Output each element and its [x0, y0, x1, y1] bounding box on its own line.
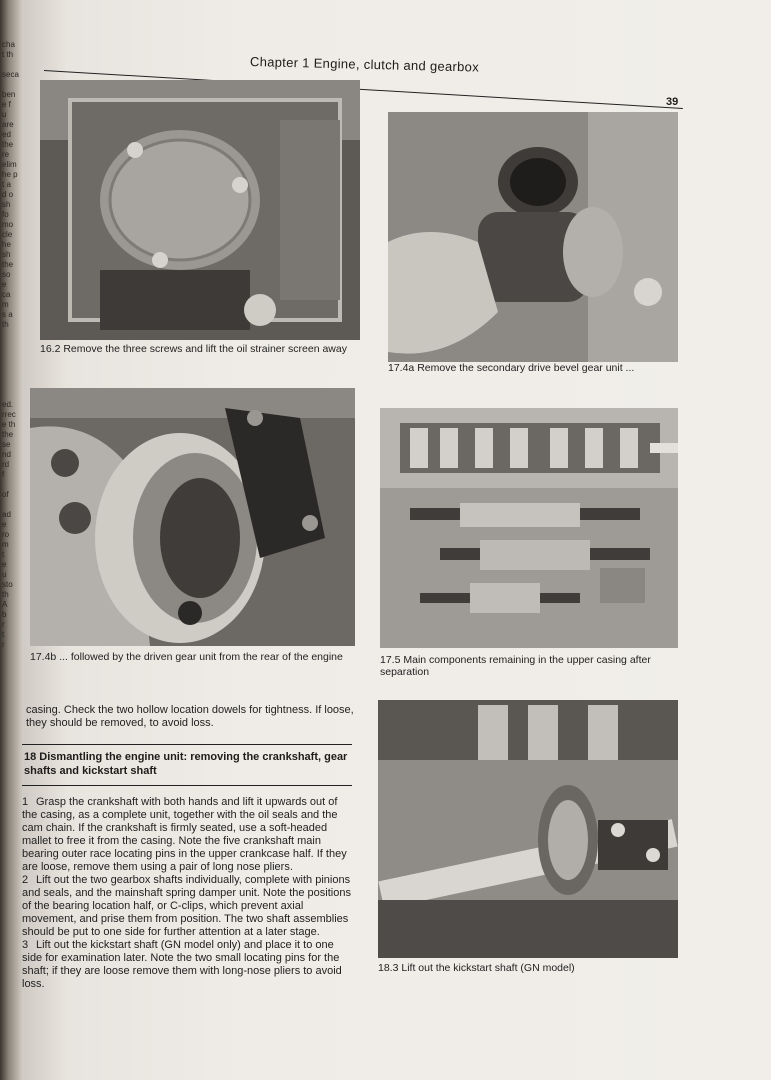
paragraph-text: Lift out the two gearbox shafts individually, complete with pinions and seals, and the mainshaft spring damper unit. Note the positions of the bearing location half, or C-clips, which prevent axial movement, and prise them from position. The two shaft assemblies should be put to one side for further attention at a later stage.: [22, 874, 351, 938]
caption-16-2: 16.2 Remove the three screws and lift the oil strainer screen away: [40, 343, 347, 355]
paragraph-2: [22, 874, 352, 939]
caption-18-3: 18.3 Lift out the kickstart shaft (GN model): [378, 962, 575, 974]
adjacent-page-edge: [0, 0, 22, 1080]
photo-upper-casing-components: [380, 408, 678, 648]
paragraph-text: Grasp the crankshaft with both hands and lift it upwards out of the casing, as a complete unit, together with the oil seals and the cam chain. If the crankshaft is firmly seated, use a soft-headed mallet to free it from the casing. Note the five crankshaft main bearing outer race locating pins in the upper crankcase half. If they are loose, remove them using a pair of long nose pliers.: [22, 796, 347, 873]
caption-17-5: 17.5 Main components remaining in the upper casing after separation: [380, 654, 651, 678]
paragraph-number: 3: [22, 939, 29, 951]
section-body: [22, 796, 352, 991]
manual-page: [22, 0, 771, 1080]
photo-bevel-gear-unit: [388, 112, 678, 362]
caption-17-4b: 17.4b ... followed by the driven gear unit from the rear of the engine: [30, 651, 343, 663]
paragraph-1: [22, 796, 352, 874]
continued-paragraph: casing. Check the two hollow location dowels for tightness. If loose, they should be removed, to avoid loss.: [26, 704, 354, 729]
paragraph-3: [22, 939, 352, 991]
page-number: 39: [666, 96, 679, 108]
photo-kickstart-shaft: [378, 700, 678, 958]
paragraph-number: 2: [22, 874, 29, 886]
caption-17-4a: 17.4a Remove the secondary drive bevel gear unit ...: [388, 362, 635, 374]
photo-oil-strainer: [40, 80, 360, 340]
adjacent-page-text-bottom: ed. rrec e th the se nd rd f of ad e ro m t e u sto th A b r t r: [2, 400, 16, 649]
chapter-title: Chapter 1 Engine, clutch and gearbox: [249, 54, 480, 75]
paragraph-number: 1: [22, 796, 29, 808]
adjacent-page-text-top: cha t th seca ben e f u are ed the re elim he p t a d o sh fo mo cle he sh the so e ca m s a th: [2, 40, 19, 329]
section-heading-box: [22, 744, 352, 786]
paragraph-text: Lift out the kickstart shaft (GN model only) and place it to one side for examination later. Note the two small locating pins for the shaft; if they are loose remove them with long-nose pliers to avoid loss.: [22, 939, 342, 990]
section-heading: 18 Dismantling the engine unit: removing the crankshaft, gear shafts and kickstart shaft: [24, 751, 348, 777]
photo-driven-gear-unit: [30, 388, 355, 646]
